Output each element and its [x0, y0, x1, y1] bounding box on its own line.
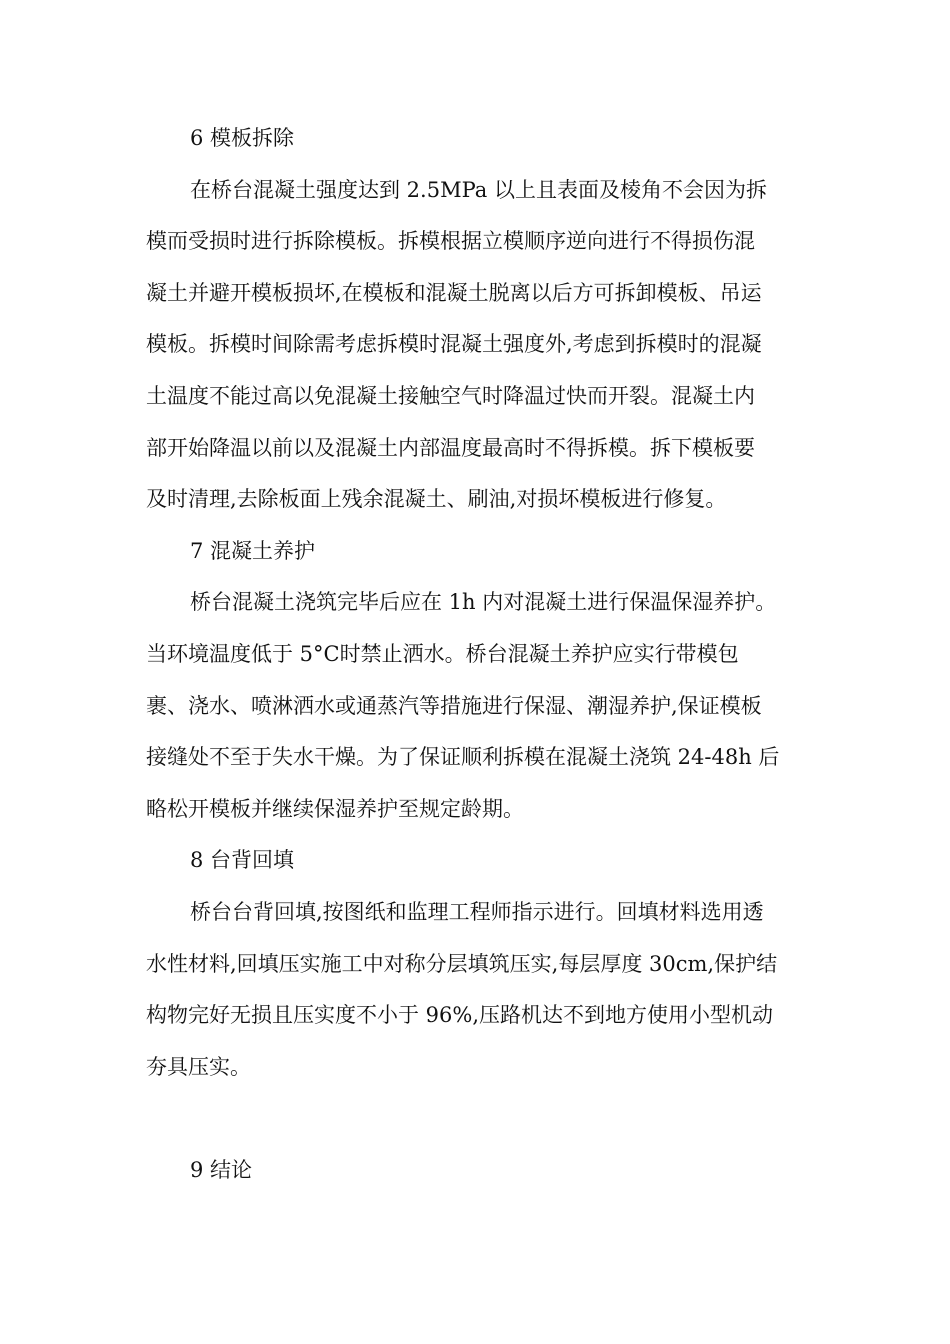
paragraph-line: 当环境温度低于 5°C时禁止洒水。桥台混凝土养护应实行带模包 — [146, 641, 739, 666]
section-heading: 7 混凝土养护 — [190, 538, 316, 563]
section-heading: 9 结论 — [190, 1157, 253, 1182]
paragraph-line: 凝土并避开模板损坏,在模板和混凝土脱离以后方可拆卸模板、吊运 — [146, 280, 762, 305]
section-heading: 8 台背回填 — [190, 848, 295, 873]
paragraph-line: 构物完好无损且压实度不小于 96%,压路机达不到地方使用小型机动 — [146, 1003, 774, 1028]
paragraph-line: 土温度不能过高以免混凝土接触空气时降温过快而开裂。混凝土内 — [146, 383, 755, 408]
paragraph-line: 及时清理,去除板面上残余混凝土、刷油,对损坏模板进行修复。 — [146, 487, 727, 512]
section-heading: 6 模板拆除 — [190, 126, 295, 150]
paragraph-line: 夯具压实。 — [146, 1054, 251, 1079]
paragraph-line: 部开始降温以前以及混凝土内部温度最高时不得拆模。拆下模板要 — [146, 435, 755, 460]
paragraph-line: 模板。拆模时间除需考虑拆模时混凝土强度外,考虑到拆模时的混凝 — [146, 332, 762, 357]
document-page — [146, 117, 806, 1200]
paragraph-line: 接缝处不至于失水干燥。为了保证顺利拆模在混凝土浇筑 24-48h 后 — [146, 745, 780, 770]
paragraph-line: 裹、浇水、喷淋洒水或通蒸汽等措施进行保湿、潮湿养护,保证模板 — [146, 693, 762, 718]
paragraph-spacer — [146, 1097, 806, 1149]
paragraph-line: 在桥台混凝土强度达到 2.5MPa 以上且表面及棱角不会因为拆 — [190, 177, 767, 202]
paragraph-line: 略松开模板并继续保湿养护至规定龄期。 — [146, 796, 524, 821]
paragraph-line: 桥台混凝土浇筑完毕后应在 1h 内对混凝土进行保温保湿养护。 — [190, 590, 777, 615]
paragraph-line: 桥台台背回填,按图纸和监理工程师指示进行。回填材料选用透 — [190, 899, 764, 924]
paragraph-line: 模而受损时进行拆除模板。拆模根据立模顺序逆向进行不得损伤混 — [146, 229, 755, 254]
paragraph-line: 水性材料,回填压实施工中对称分层填筑压实,每层厚度 30cm,保护结 — [146, 951, 778, 976]
